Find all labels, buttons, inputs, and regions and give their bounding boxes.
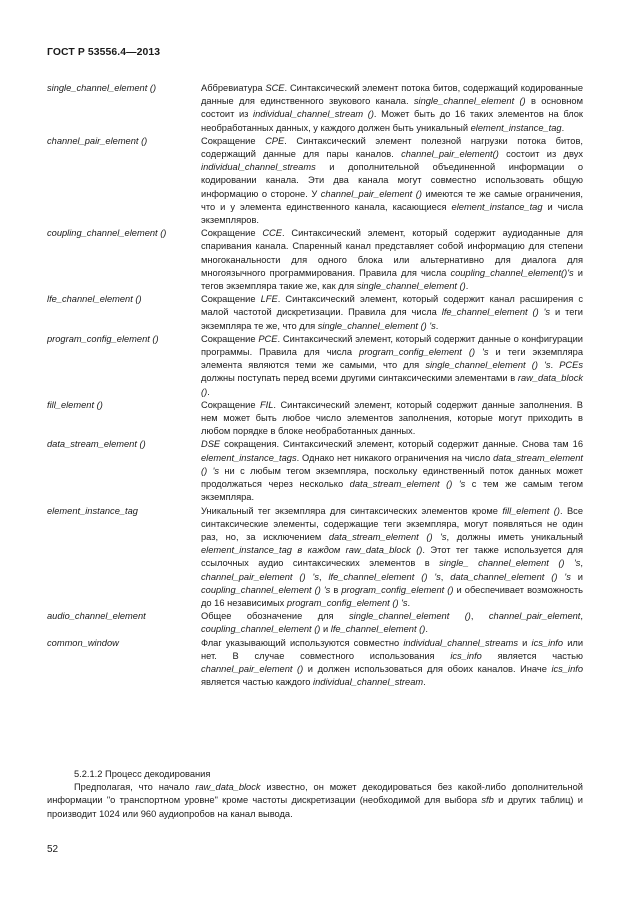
definition-entry xyxy=(47,82,583,135)
definition-entry xyxy=(47,293,583,333)
definition-term: fill_element () xyxy=(47,399,103,410)
section-paragraph: Предполагая, что начало raw_data_block известно, он может декодироваться без какой-либо дополнительной информации "о транспортном уровне" кроме частоты дискретизации (необходимой для выбора sfb и других таблиц) и производит 1024 или 960 аудиопробов на канал вывода. xyxy=(47,782,584,819)
definition-term: coupling_channel_element () xyxy=(47,228,167,239)
definition-entry xyxy=(47,637,583,690)
definition-entry xyxy=(47,135,583,227)
definition-entry xyxy=(47,438,583,504)
decoding-process-section xyxy=(47,768,583,821)
definition-term: audio_channel_element xyxy=(47,611,146,622)
definition-entry xyxy=(47,227,583,293)
definition-description: Сокращение PCE. Синтаксический элемент, который содержит данные о конфигурации программы. Правила для числа program_config_element () 's и теги экземпляра элемента являются теми же самыми, что для single_channel_element () 's. PCEs должны поступать перед всеми другими синтаксическими элементами в raw_data_block (). xyxy=(201,333,584,397)
definition-description: Сокращение CCE. Синтаксический элемент, который содержит аудиоданные для спаривания канала. Спаренный канал представляет собой информацию для степени многоканальности для одного блока или альтернативно для диалога для многоязычного программирования. Правила для числа coupling_channel_element()'s и тегов экземпляра такие же, как для single_channel_element (). xyxy=(201,228,583,292)
definition-description: Сокращение CPE. Синтаксический элемент полезной нагрузки потока битов, содержащий данные для пары каналов. channel_pair_element() состоит из двух individual_channel_streams и дополнительной объединенной информации о кодировании канала. Эти два канала могут совместно использовать общую информацию о стороне. У channel_pair_element () имеются те же самые ограничения, что и у элемента единственного канала, касающиеся element_instance_tag и числа экземпляров. xyxy=(201,135,583,226)
definition-entry xyxy=(47,505,583,611)
definition-term: element_instance_tag xyxy=(47,505,138,516)
definition-list xyxy=(47,82,583,689)
standard-header: ГОСТ Р 53556.4—2013 xyxy=(47,47,161,58)
definition-description: Флаг указывающий используются совместно individual_channel_streams и ics_info или нет. В случае совместного использования ics_info является частью channel_pair_element () и должен использоваться для обоих каналов. Иначе ics_info является частью каждого individual_channel_stream. xyxy=(201,637,584,688)
definition-term: data_stream_element () xyxy=(47,439,146,450)
page-number: 52 xyxy=(47,844,59,855)
definition-entry xyxy=(47,333,583,399)
definition-description: Сокращение FIL. Синтаксический элемент, который содержит данные заполнения. В нем может быть любое число элементов заполнения, которые могут приходить в любом порядке в блоке необработанных данных. xyxy=(201,399,583,437)
definition-term: single_channel_element () xyxy=(47,83,157,93)
definition-description: Сокращение LFE. Синтаксический элемент, который содержит канал расширения с малой частотой дискретизации. Правила для числа lfe_channel_element () 's и теги экземпляра те же, что для single_channel_element () 's. xyxy=(201,294,583,331)
definition-description: Уникальный тег экземпляра для синтаксических элементов кроме fill_element (). Все синтаксические элементы, содержащие теги экземпляра, могут появляться не один раз, но, за исключением data_stream_element () 's, должны иметь уникальный element_instance_tag в каждом raw_data_block (). Этот тег также используется для ссылочных аудио синтаксических элементов в single_ channel_element () 's, channel_pair_element () 's, lfe_channel_element () 's, data_channel_element () 's и coupling_channel_element () 's в program_config_element () и обеспечивает возможность до 16 независимых program_config_element () 's. xyxy=(201,505,584,608)
definition-term: lfe_channel_element () xyxy=(47,294,142,305)
definition-term: channel_pair_element () xyxy=(47,135,148,146)
definition-description: Аббревиатура SCE. Синтаксический элемент потока битов, содержащий кодированные данные для единственного звукового канала. single_channel_element () в основном состоит из individual_channel_stream (). Может быть до 16 таких элементов на блок необработанных данных, у каждого должен быть уникальный element_instance_tag. xyxy=(201,83,583,133)
section-heading: 5.2.1.2 Процесс декодирования xyxy=(74,769,211,779)
definition-term: common_window xyxy=(47,637,119,648)
definition-entry xyxy=(47,399,583,439)
definition-description: Общее обозначение для single_channel_element (), channel_pair_element, coupling_channel_element () и lfe_channel_element (). xyxy=(201,611,583,635)
definition-term: program_config_element () xyxy=(47,333,159,344)
definition-entry xyxy=(47,610,583,636)
definition-description: DSE сокращения. Синтаксический элемент, который содержит данные. Снова там 16 element_instance_tags. Однако нет никакого ограничения на число data_stream_element () 's ни с любым тегом экземпляра, поскольку единственный поток данных может продолжаться через несколько data_stream_element () 's с тем же самым тегом экземпляра. xyxy=(201,439,584,503)
